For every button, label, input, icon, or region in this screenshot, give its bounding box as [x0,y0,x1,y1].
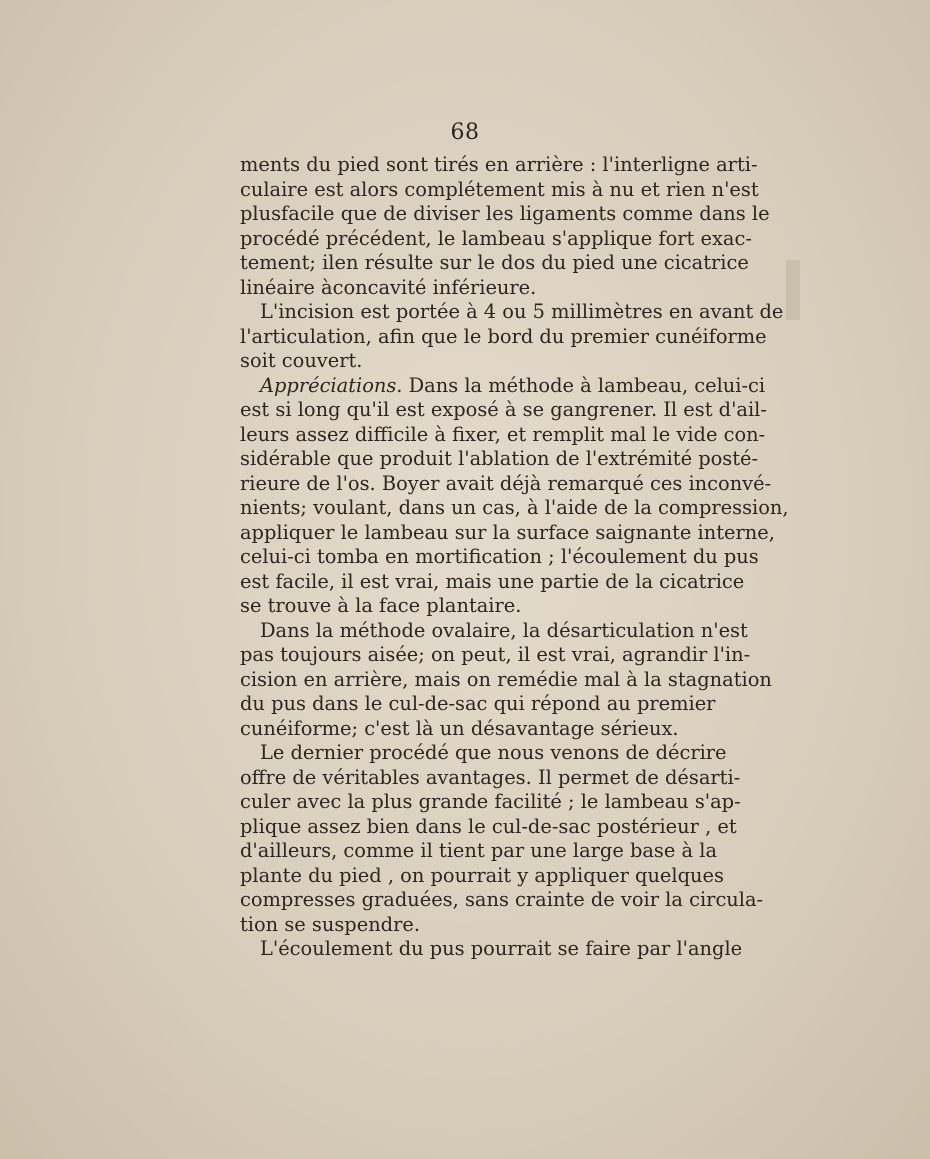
text-line-content: pas toujours aisée; on peut, il est vrai, agrandir l'in- [240,643,751,666]
text-line-content: L'écoulement du pus pourrait se faire par l'angle [260,937,743,960]
text-line-content: nients; voulant, dans un cas, à l'aide de la compression, [240,496,789,519]
text-line [240,790,741,815]
text-line-content: Le dernier procédé que nous venons de décrire [260,741,727,764]
text-line [240,937,743,962]
text-line-content: soit couvert. [240,349,363,372]
text-line-content: tement; ilen résulte sur le dos du pied une cicatrice [240,251,749,274]
text-line [240,398,767,423]
page-number: 68 [450,120,480,145]
text-line [240,765,741,791]
text-line-content: est facile, il est vrai, mais une partie de la cicatrice [240,569,745,593]
text-line [240,667,772,693]
text-line-content: cunéiforme; c'est là un désavantage sérieux. [240,716,679,740]
text-line-content: d'ailleurs, comme il tient par une large base à la [240,839,718,862]
text-line-content: culaire est alors complétement mis à nu et rien n'est [240,177,759,201]
text-line [240,324,767,350]
text-line [240,496,789,521]
text-line [240,251,749,276]
text-line [240,863,724,889]
text-line-content: tion se suspendre. [240,912,420,936]
text-line [240,276,696,301]
text-line-content: Dans la méthode ovalaire, la désarticulation n'est [260,618,748,642]
text-line-content: se trouve à la face plantaire. [240,594,522,617]
text-line [240,422,766,448]
text-line-content: sidérable que produit l'ablation de l'extrémité posté- [240,447,759,470]
text-line-content: plante du pied , on pourrait y appliquer quelques [240,863,724,887]
text-line-content: l'articulation, afin que le bord du premier cunéiforme [240,324,767,348]
text-line-content: culer avec la plus grande facilité ; le lambeau s'ap- [240,790,741,813]
text-line-content: plique assez bien dans le cul-de-sac postérieur , et [240,814,737,838]
text-line-content: ments du pied sont tirés en arrière : l'interligne arti- [240,153,758,176]
text-line-content: procédé précédent, le lambeau s'applique fort exac- [240,226,752,250]
text-line-content: rieure de l'os. Boyer avait déjà remarqué ces inconvé- [240,471,772,495]
text-line [240,717,696,742]
text-line [240,692,716,717]
text-line [240,545,759,570]
text-line-content: est si long qu'il est exposé à se gangrener. Il est d'ail- [240,398,767,421]
body-text [240,153,789,962]
text-line-content: compresses graduées, sans crainte de voir la circula- [240,888,764,911]
text-line-content: celui-ci tomba en mortification ; l'écoulement du pus [240,545,759,568]
text-line [240,888,764,913]
text-line [240,569,745,595]
text-line [240,202,770,227]
text-line-content: cision en arrière, mais on remédie mal à la stagnation [240,667,772,691]
text-line [240,471,772,497]
text-line [240,913,696,938]
text-line [240,177,759,203]
text-line [240,594,696,619]
text-line-content: appliquer le lambeau sur la surface saignante interne, [240,520,775,544]
text-line [240,300,784,325]
text-line [240,643,751,668]
text-line-content: L'incision est portée à 4 ou 5 millimètres en avant de [260,300,784,323]
text-line [240,373,766,399]
text-line-content: Dans la méthode à lambeau, celui-ci [402,373,766,397]
text-line-content: plusfacile que de diviser les ligaments comme dans le [240,202,770,225]
text-line-content: du pus dans le cul-de-sac qui répond au premier [240,692,716,715]
text-line [240,839,718,864]
page-edge-shadow [786,260,800,320]
text-line [240,447,759,472]
text-line [240,814,737,840]
text-line [240,741,727,766]
text-line [240,349,696,374]
text-line-content: leurs assez difficile à fixer, et remplit mal le vide con- [240,422,766,446]
text-line [240,618,748,644]
text-line-content: linéaire àconcavité inférieure. [240,275,537,299]
text-line [240,153,758,178]
text-line-content: offre de véritables avantages. Il permet de désarti- [240,765,741,789]
section-heading: Appréciations. [260,373,403,397]
text-line [240,226,752,252]
text-line [240,520,775,546]
